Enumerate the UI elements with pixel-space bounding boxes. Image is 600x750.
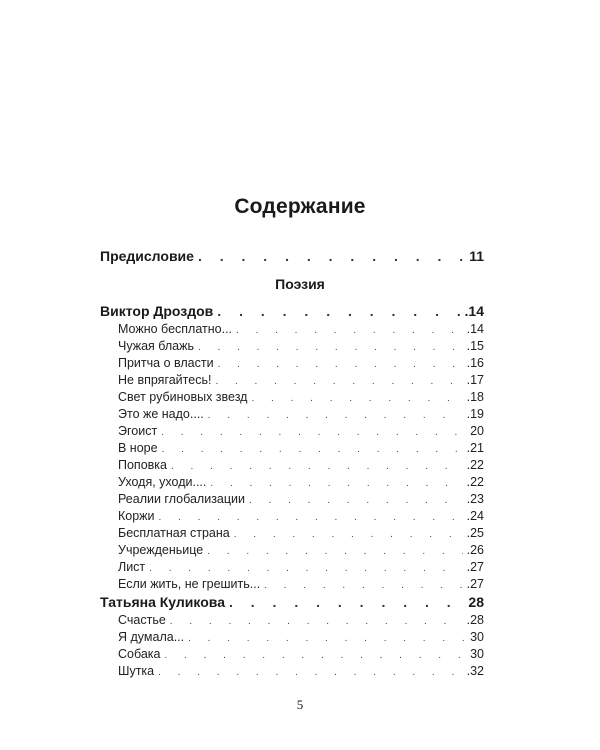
- toc-item[interactable]: [100, 664, 484, 678]
- toc-item-label: Чужая блажь: [118, 339, 194, 353]
- toc-item-page: .32: [466, 664, 484, 678]
- dot-leader: [208, 410, 463, 421]
- dot-leader: [210, 478, 462, 489]
- dot-leader: [198, 248, 465, 264]
- dot-leader: [170, 616, 463, 627]
- toc-item-page: 30: [470, 630, 484, 644]
- toc-item-page: 30: [470, 647, 484, 661]
- dot-leader: [234, 529, 463, 540]
- toc-item[interactable]: [100, 373, 484, 387]
- dot-leader: [236, 325, 463, 336]
- toc-item-page: .25: [466, 526, 484, 540]
- toc-item[interactable]: [100, 509, 484, 523]
- toc-item-label: Если жить, не грешить...: [118, 577, 261, 591]
- toc-item-page: .26: [466, 543, 484, 557]
- toc-item[interactable]: [100, 630, 484, 644]
- toc-item[interactable]: [100, 390, 484, 404]
- toc-item[interactable]: [100, 526, 484, 540]
- dot-leader: [165, 650, 467, 661]
- toc-item-page: .17: [466, 373, 484, 387]
- toc-item-page: .15: [466, 339, 484, 353]
- toc-item-page: .23: [466, 492, 484, 506]
- toc-item-label: Уходя, уходи....: [118, 475, 207, 489]
- dot-leader: [215, 376, 462, 387]
- toc-item-label: Учрежденьице: [118, 543, 204, 557]
- toc-item-label: Шутка: [118, 664, 155, 678]
- page-number: 5: [296, 697, 304, 712]
- toc-item-page: 20: [470, 424, 484, 438]
- toc-author-name: Татьяна Куликова: [100, 594, 225, 610]
- toc-item-label: Я думала...: [118, 630, 185, 644]
- toc-item-page: .22: [466, 458, 484, 472]
- toc-item[interactable]: [100, 356, 484, 370]
- dot-leader: [218, 359, 463, 370]
- toc-item-page: .19: [466, 407, 484, 421]
- toc-item-label: Это же надо....: [118, 407, 204, 421]
- dot-leader: [251, 393, 462, 404]
- toc-author-drozdov[interactable]: [100, 303, 484, 319]
- dot-leader: [162, 444, 463, 455]
- dot-leader: [159, 512, 463, 523]
- toc-item-label: Не впрягайтесь!: [118, 373, 212, 387]
- toc-item[interactable]: [100, 560, 484, 574]
- dot-leader: [149, 563, 462, 574]
- toc-item-page: .22: [466, 475, 484, 489]
- toc-item-label: Притча о власти: [118, 356, 214, 370]
- toc-entry-label: Предисловие: [100, 248, 194, 264]
- toc-entry-page: 28: [468, 594, 484, 610]
- dot-leader: [188, 633, 466, 644]
- toc-item-label: Можно бесплатно...: [118, 322, 233, 336]
- toc-item[interactable]: [100, 647, 484, 661]
- toc-item[interactable]: [100, 613, 484, 627]
- toc-item-label: Реалии глобализации: [118, 492, 246, 506]
- toc-item-page: .27: [466, 560, 484, 574]
- dot-leader: [161, 427, 466, 438]
- toc-item[interactable]: [100, 492, 484, 506]
- toc-item-label: Коржи: [118, 509, 155, 523]
- toc-item[interactable]: [100, 339, 484, 353]
- dot-leader: [158, 667, 462, 678]
- toc-item-page: .16: [466, 356, 484, 370]
- toc-entry-page: 11: [469, 248, 484, 264]
- dot-leader: [249, 495, 463, 506]
- dot-leader: [198, 342, 463, 353]
- toc-author-kulikova[interactable]: [100, 594, 484, 610]
- toc-item-label: Бесплатная страна: [118, 526, 230, 540]
- toc-entry-preface[interactable]: [100, 248, 484, 264]
- toc-author-name: Виктор Дроздов: [100, 303, 214, 319]
- dot-leader: [171, 461, 463, 472]
- toc-item-page: .21: [466, 441, 484, 455]
- toc-item[interactable]: [100, 543, 484, 557]
- dot-leader: [229, 594, 464, 610]
- toc-item-page: .14: [466, 322, 484, 336]
- toc-item[interactable]: [100, 424, 484, 438]
- toc-item[interactable]: [100, 322, 484, 336]
- toc-item-label: Свет рубиновых звезд: [118, 390, 248, 404]
- toc-item[interactable]: [100, 458, 484, 472]
- toc-item-label: Эгоист: [118, 424, 158, 438]
- dot-leader: [217, 303, 460, 319]
- toc-item-label: В норе: [118, 441, 158, 455]
- toc-item-page: .18: [466, 390, 484, 404]
- toc-item-label: Собака: [118, 647, 161, 661]
- toc-item-page: .24: [466, 509, 484, 523]
- toc-item-page: .28: [466, 613, 484, 627]
- toc-item[interactable]: [100, 475, 484, 489]
- dot-leader: [264, 580, 462, 591]
- toc-item-label: Счастье: [118, 613, 166, 627]
- toc-item[interactable]: [100, 407, 484, 421]
- toc-item-page: .27: [466, 577, 484, 591]
- page-title: Содержание: [234, 195, 366, 218]
- section-heading: Поэзия: [275, 276, 325, 292]
- toc-entry-page: .14: [464, 303, 484, 319]
- toc-item[interactable]: [100, 577, 484, 591]
- toc-item[interactable]: [100, 441, 484, 455]
- toc-item-label: Поповка: [118, 458, 167, 472]
- toc-item-label: Лист: [118, 560, 146, 574]
- dot-leader: [207, 546, 462, 557]
